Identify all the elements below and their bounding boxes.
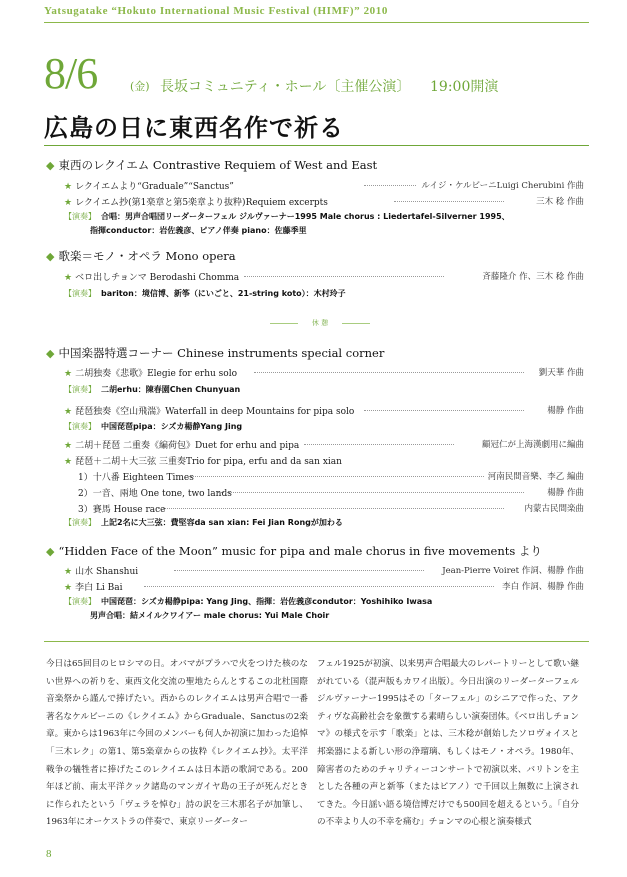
event-time: 19:00開演	[430, 79, 499, 95]
performers-line: 男声合唱：結メイルクワイアー male chorus: Yui Male Choir	[90, 611, 330, 620]
performers-line: 【演奏】 二胡erhu：陳春園Chen Chunyuan	[64, 385, 241, 394]
event-day: (金)	[130, 80, 150, 93]
program-item: ★ 山水 Shanshui Jean-Pierre Voiret 作詞、楊静 作曲	[64, 566, 584, 577]
program-item: ★ 二胡独奏《悲歌》Elegie for erhu solo 劉天華 作曲	[64, 368, 584, 379]
diamond-icon: ◆	[46, 250, 55, 263]
performers-line: 【演奏】 bariton：境信博、新筝（にいごと、21-string koto）：木村玲子	[64, 289, 346, 298]
star-icon: ★	[64, 457, 73, 467]
star-icon: ★	[64, 583, 73, 593]
page-title: 広島の日に東西名作で祈る	[44, 113, 344, 142]
sub-item: 1）十八番 Eighteen Times 河南民間音樂、李乙 編曲	[78, 472, 584, 483]
section-divider	[44, 641, 589, 642]
section-heading-requiem: ◆ 東西のレクイエム Contrastive Requiem of West and East	[46, 158, 378, 172]
star-icon: ★	[64, 567, 73, 577]
title-rule	[44, 145, 589, 146]
program-item: ★ 李白 Li Bai 李白 作詞、楊静 作曲	[64, 582, 584, 593]
header-rule	[44, 22, 589, 23]
event-date: 8/6	[44, 49, 98, 98]
program-item: ★ ベロ出しチョンマ Berodashi Chomma 斉藤隆介 作、三木 稔 作曲	[64, 272, 584, 283]
performers-line: 【演奏】 合唱：男声合唱団リーダーターフェル ジルヴァーナー1995 Male chorus : Liedertafel-Silverner 1995、	[64, 212, 510, 221]
program-item: ★ 二胡＋琵琶 二重奏《編荷包》Duet for erhu and pipa 顧冠仁が上海漢劇用に編曲	[64, 440, 584, 451]
program-item: ★ レクイエム抄(第1楽章と第5楽章より抜粋)Requiem excerpts 三木 稔 作曲	[64, 197, 584, 208]
performers-line: 指揮conductor：岩佐義彦、ピアノ伴奏 piano：佐藤季里	[90, 226, 307, 235]
performers-line: 【演奏】 上記2名に大三弦：費堅容da san xian: Fei Jian Rongが加わる	[64, 518, 343, 527]
diamond-icon: ◆	[46, 159, 55, 172]
section-heading-mono-opera: ◆ 歌楽＝モノ・オペラ Mono opera	[46, 249, 236, 263]
star-icon: ★	[64, 273, 73, 283]
star-icon: ★	[64, 198, 73, 208]
body-text-right: フェル1925が初演、以来男声合唱最大のレパートリーとして歌い継がれている（混声版もカワイ出版）。今日出演のリーダーターフェル ジルヴァーナー1995はその「ターフェル」のシニアで作った、アクティヴな高齢社会を象徴する素晴らしい演奏団体。《ベロ出しチョンマ》の様式を示す「歌楽」とは、三木稔が創始したソロヴォイスと邦楽器による新しい形の浄瑠璃、もしくはモノ・オペラ。1980年、障害者のためのチャリティーコンサートで初演以来、バリトンを主とした各種の声と新筝（またはピアノ）で千回以上無数に上演されてきた。今日謡い語る境信博だけでも500回を超えるという。「自分の不幸より人の不幸を痛む」チョンマの心根と演奏様式	[317, 659, 579, 828]
festival-header: Yatsugatake “Hokuto International Music Festival (HIMF)” 2010	[44, 5, 388, 17]
star-icon: ★	[64, 441, 73, 451]
diamond-icon: ◆	[46, 347, 55, 360]
sub-item: 2）一音、兩地 One tone, two lands 楊静 作曲	[78, 488, 584, 499]
sub-item: 3）賽馬 House race 内蒙古民間楽曲	[78, 504, 584, 515]
performers-line: 【演奏】 中国琵琶：シズカ楊静pipa: Yang Jing、指揮：岩佐義彦condutor：Yoshihiko Iwasa	[64, 597, 433, 606]
page-number: 8	[46, 848, 52, 860]
star-icon: ★	[64, 182, 73, 192]
body-text-left: 今日は65回目のヒロシマの日。オバマがプラハで火をつけた核のない世界への祈りを、東西文化交流の聖地たらんとするこの北杜国際音楽祭から謹んで捧げたい。西からのレクイエムは男声合唱で一番著名なケルビーニの《レクイエム》からGraduale、Sanctusの2楽章。東からは1963年に今回のメンバーも何人か初演に加わった追悼「三木レク」の第1、第5楽章からの抜粋《レクイエム抄》。太平洋戦争の犠牲者に捧げたこのレクイエムは日本語の歌詞である。200年ほど前、南太平洋クック諸島のマンガイヤ島の王子が死んだときに作られたという「ヴェラを悼む」詩の訳を三木那名子が加筆し、1963年にオーケストラの伴奏で、東京リーダーター	[46, 659, 308, 828]
intermission-label: 休 憩	[270, 318, 370, 328]
program-item: ★ 琵琶独奏《空山飛湍》Waterfall in deep Mountains for pipa solo 楊静 作曲	[64, 406, 584, 417]
program-item: ★ レクイエムより“Graduale”“Sanctus” ルイジ・ケルビーニLuigi Cherubini 作曲	[64, 181, 584, 192]
program-item: ★ 琵琶＋二胡＋大三弦 三重奏Trio for pipa, erfu and da san xian	[64, 457, 342, 467]
event-venue: 長坂コミュニティ・ホール〔主催公演〕	[160, 79, 411, 95]
performers-line: 【演奏】 中国琵琶pipa：シズカ楊静Yang Jing	[64, 422, 243, 431]
section-heading-hidden-face: ◆ “Hidden Face of the Moon” music for pipa and male chorus in five movements より	[46, 544, 542, 558]
diamond-icon: ◆	[46, 545, 55, 558]
star-icon: ★	[64, 369, 73, 379]
section-heading-chinese-instruments: ◆ 中国楽器特選コーナー Chinese instruments special corner	[46, 346, 385, 360]
star-icon: ★	[64, 407, 73, 417]
